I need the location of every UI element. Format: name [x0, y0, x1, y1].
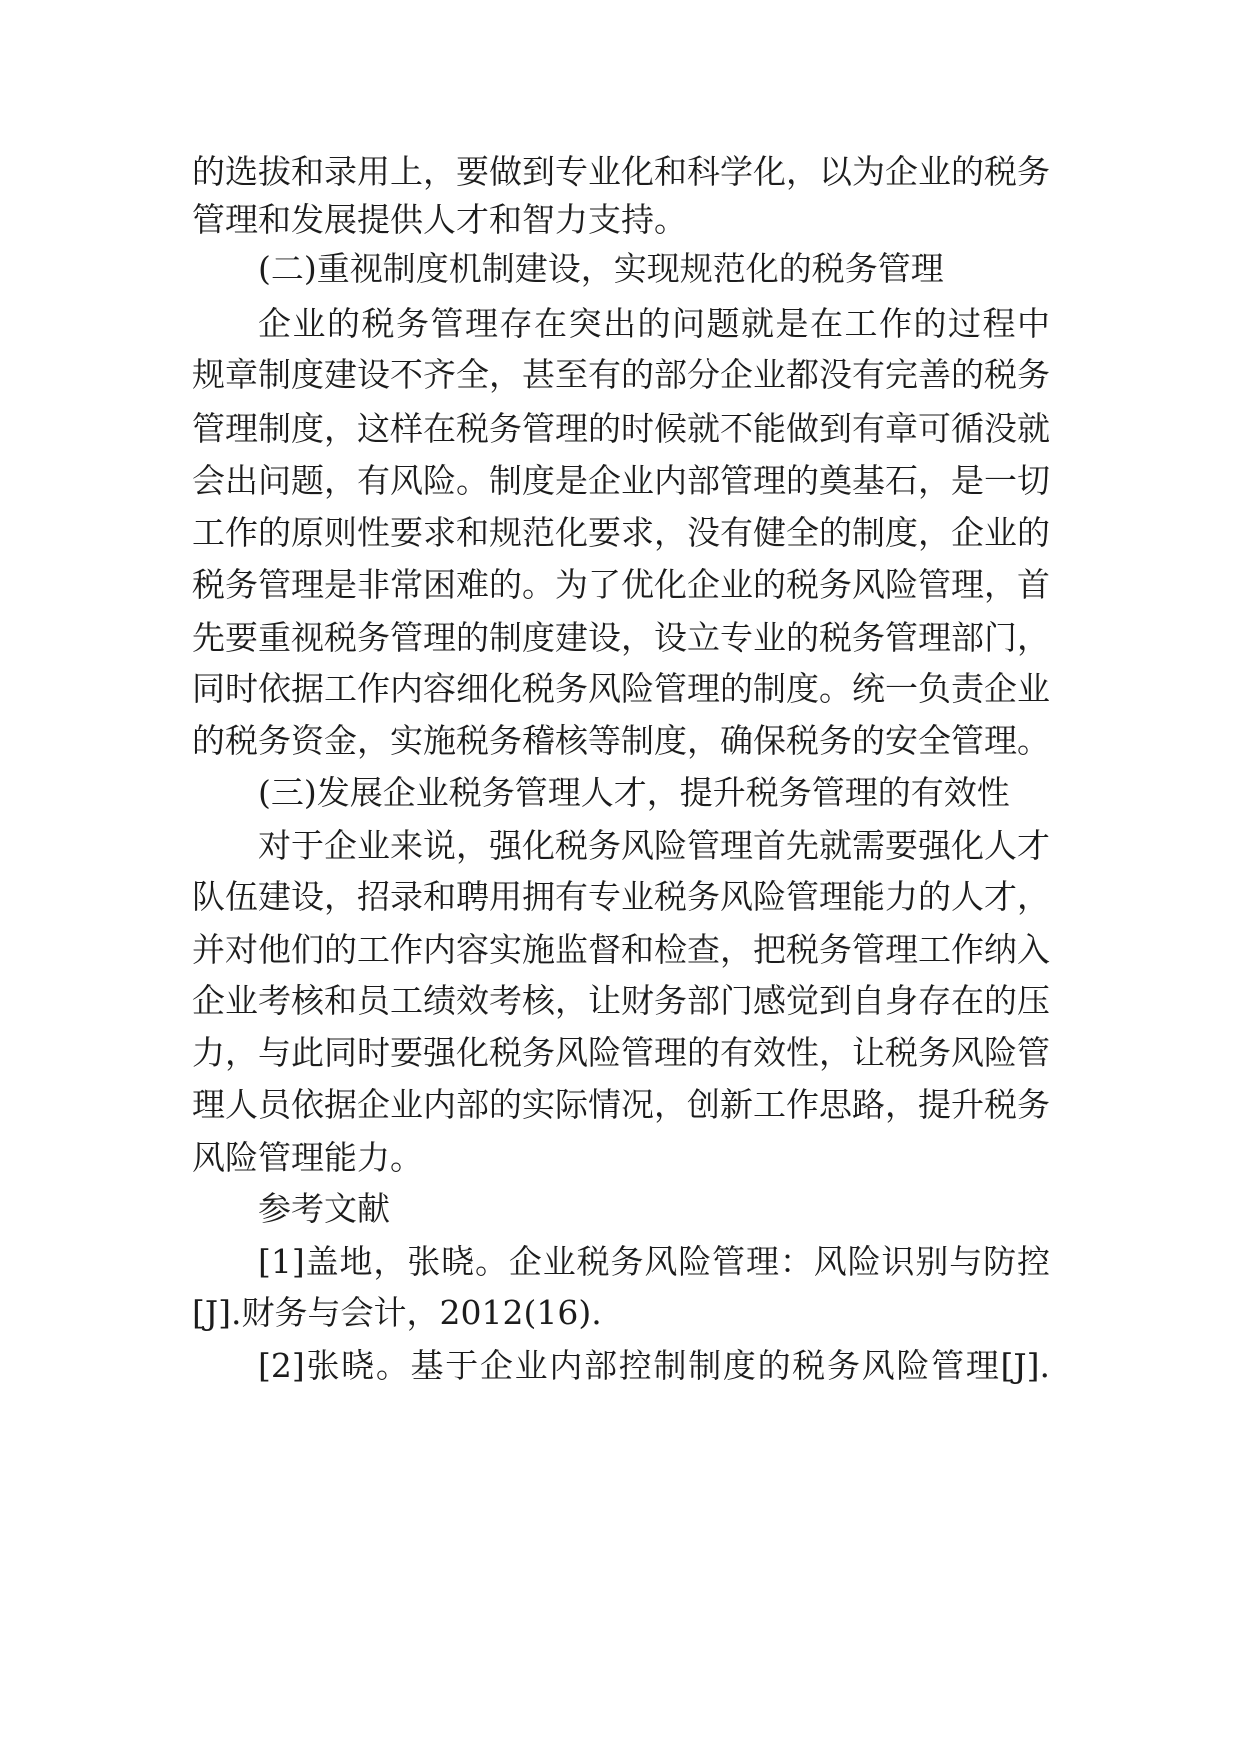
- body-text-line: 的选拔和录用上，要做到专业化和科学化，以为企业的税务: [192, 152, 1050, 191]
- body-text-line: 税务管理是非常困难的。为了优化企业的税务风险管理，首: [192, 565, 1050, 604]
- reference-entry: [J].财务与会计，2012(16).: [192, 1293, 602, 1332]
- reference-entry: [2]张晓。基于企业内部控制制度的税务风险管理[J].: [258, 1346, 1050, 1385]
- body-text-line: 先要重视税务管理的制度建设，设立专业的税务管理部门，: [192, 618, 1050, 657]
- body-text-line: 管理制度，这样在税务管理的时候就不能做到有章可循没就: [192, 409, 1050, 448]
- references-heading: 参考文献: [258, 1189, 390, 1228]
- body-text-line: 规章制度建设不齐全，甚至有的部分企业都没有完善的税务: [192, 355, 1050, 394]
- body-text-line: 理人员依据企业内部的实际情况，创新工作思路，提升税务: [192, 1085, 1050, 1124]
- body-text-line: 会出问题，有风险。制度是企业内部管理的奠基石，是一切: [192, 461, 1050, 500]
- body-text-line: 管理和发展提供人才和智力支持。: [192, 200, 687, 239]
- body-text-line: 工作的原则性要求和规范化要求，没有健全的制度，企业的: [192, 513, 1050, 552]
- body-text-line: 对于企业来说，强化税务风险管理首先就需要强化人才: [258, 826, 1050, 865]
- body-text-line: 并对他们的工作内容实施监督和检查，把税务管理工作纳入: [192, 930, 1050, 969]
- reference-entry: [1]盖地，张晓。企业税务风险管理：风险识别与防控: [258, 1242, 1050, 1281]
- section-heading: (二)重视制度机制建设，实现规范化的税务管理: [258, 249, 944, 288]
- body-text-line: 力，与此同时要强化税务风险管理的有效性，让税务风险管: [192, 1033, 1050, 1072]
- body-text-line: 同时依据工作内容细化税务风险管理的制度。统一负责企业: [192, 669, 1050, 708]
- section-heading: (三)发展企业税务管理人才，提升税务管理的有效性: [258, 773, 1010, 812]
- body-text-line: 的税务资金，实施税务稽核等制度，确保税务的安全管理。: [192, 721, 1050, 760]
- body-text-line: 企业的税务管理存在突出的问题就是在工作的过程中: [258, 304, 1050, 343]
- body-text-line: 企业考核和员工绩效考核，让财务部门感觉到自身存在的压: [192, 981, 1050, 1020]
- body-text-line: 队伍建设，招录和聘用拥有专业税务风险管理能力的人才，: [192, 877, 1050, 916]
- body-text-line: 风险管理能力。: [192, 1138, 423, 1177]
